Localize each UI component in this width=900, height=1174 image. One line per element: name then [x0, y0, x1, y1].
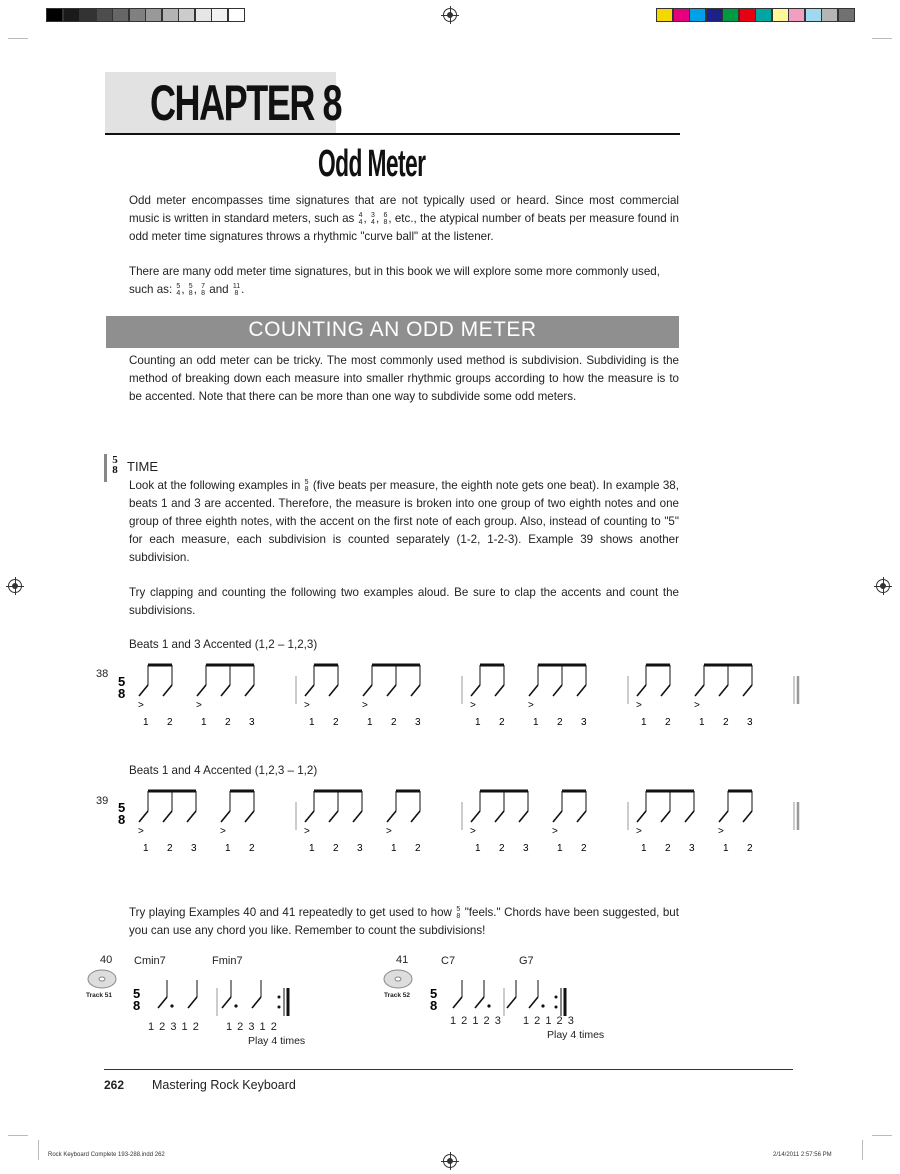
dot: [234, 1004, 237, 1007]
time-signature-top: 5: [118, 800, 126, 815]
count-label: 3: [357, 843, 363, 854]
example-39-caption: Beats 1 and 4 Accented (1,2,3 – 1,2): [129, 764, 318, 777]
crop-mark: [872, 1135, 892, 1136]
time-paragraph-1: [129, 477, 679, 567]
chapter-label: CHAPTER 8: [150, 75, 342, 131]
color-swatch: [755, 8, 772, 22]
slash-notehead: [507, 997, 516, 1008]
inline-time-signature: 5 4: [176, 282, 181, 297]
time-signature-top: 5: [118, 674, 126, 689]
time-signature-top: 5: [133, 986, 141, 1001]
time-signature-bottom: 8: [118, 686, 126, 701]
count-label: 2: [333, 843, 339, 854]
gray-swatch: [211, 8, 228, 22]
practice-paragraph: [129, 904, 679, 940]
time-paragraph-2: Try clapping and counting the following two examples aloud. Be sure to clap the accents and count the subdivisions.: [129, 586, 679, 617]
color-swatch: [805, 8, 822, 22]
count-label: 3: [415, 717, 421, 728]
crop-mark: [8, 38, 28, 39]
example-39-number: 39: [96, 795, 109, 807]
running-footer-title: Mastering Rock Keyboard: [152, 1078, 296, 1092]
example-38-number: 38: [96, 668, 109, 680]
cd-track-icon[interactable]: [84, 968, 120, 992]
slash-notehead: [163, 811, 172, 822]
intro-text-b: , etc., the atypical number of beats per measure found in odd meter time signatures throws a rhythmic "curve ball" at the listener.: [129, 212, 679, 243]
gray-swatch: [195, 8, 212, 22]
page-number: 262: [104, 1078, 125, 1092]
gray-swatch: [178, 8, 195, 22]
accent-mark: >: [718, 826, 724, 837]
crop-mark: [862, 1140, 863, 1160]
count-label: 2: [747, 843, 753, 854]
fraction-top: 5: [304, 478, 309, 486]
count-label: 1: [723, 843, 729, 854]
slash-notehead: [163, 685, 172, 696]
chapter-title: Odd Meter: [318, 143, 426, 185]
accent-mark: >: [362, 700, 368, 711]
count-label: 1: [143, 717, 149, 728]
count-label: 1: [143, 843, 149, 854]
slash-notehead: [158, 997, 167, 1008]
gray-swatch: [63, 8, 80, 22]
time-signature-bottom: 8: [118, 812, 126, 827]
gray-swatch: [129, 8, 146, 22]
file-slug: Rock Keyboard Complete 193-288.indd 262: [48, 1152, 165, 1158]
count-label: 3: [689, 843, 695, 854]
time-text-a: Look at the following examples in: [129, 479, 301, 492]
accent-mark: >: [304, 700, 310, 711]
repeat-dot: [278, 996, 281, 999]
count-label: 2: [665, 717, 671, 728]
slash-notehead: [353, 811, 362, 822]
slash-notehead: [139, 685, 148, 696]
intro-text-a: Odd meter encompasses time signatures that are not typically used or heard. Since most commercial music is written in standard meters, such as: [129, 194, 679, 225]
accent-mark: >: [470, 826, 476, 837]
accent-mark: >: [552, 826, 558, 837]
slash-notehead: [475, 997, 484, 1008]
count-label: 1: [641, 717, 647, 728]
slash-notehead: [453, 997, 462, 1008]
example-41-counts-1: 1 2 1 2 3: [450, 1015, 502, 1027]
inline-time-signature: 3 4: [371, 211, 375, 226]
date-slug: 2/14/2011 2:57:56 PM: [773, 1152, 832, 1158]
repeat-dot: [555, 996, 558, 999]
example-41-chord-1: C7: [441, 955, 456, 967]
accent-mark: >: [694, 700, 700, 711]
example-40-repeat-note: Play 4 times: [248, 1035, 306, 1047]
color-swatch: [772, 8, 789, 22]
gray-swatch: [228, 8, 245, 22]
registration-mark-icon: [876, 579, 890, 593]
slash-notehead: [529, 685, 538, 696]
color-swatch: [788, 8, 805, 22]
count-label: 1: [475, 843, 481, 854]
time-signature-bottom: 8: [112, 464, 118, 476]
subsection-marker: [104, 454, 107, 482]
count-label: 1: [309, 843, 315, 854]
count-label: 1: [699, 717, 705, 728]
inline-time-signature: 11 8: [232, 282, 241, 297]
time-signature-top: 5: [430, 986, 438, 1001]
count-label: 1: [391, 843, 397, 854]
fraction-bottom: 8: [456, 912, 461, 920]
slash-notehead: [685, 811, 694, 822]
example-41-repeat-note: Play 4 times: [547, 1029, 605, 1041]
example-41-track: Track 52: [384, 992, 411, 999]
gray-swatch: [162, 8, 179, 22]
cd-track-icon[interactable]: [380, 968, 416, 992]
slash-notehead: [387, 685, 396, 696]
time-text-b: (five beats per measure, the eighth note gets one beat). In example 38, beats 1 and 3 are accented. Therefore, the measure is broken into one group of two eighth notes and one group of three eighth notes, with the accent on the first note of each group. Also, instead of counting to "5" for each measure, each subdivision is counted separately (1-2, 1-2-3). Example 39 shows another subdivision.: [129, 479, 679, 564]
example-40-staff: [125, 970, 325, 1025]
example-40-chord-1: Cmin7: [134, 955, 166, 967]
slash-notehead: [637, 685, 646, 696]
crop-mark: [38, 1140, 39, 1160]
subsection-heading: TIME: [127, 459, 159, 474]
accent-mark: >: [138, 700, 144, 711]
count-label: 3: [523, 843, 529, 854]
time-signature-bottom: 8: [133, 998, 141, 1013]
slash-notehead: [577, 685, 586, 696]
time-signature-bottom: 8: [430, 998, 438, 1013]
slash-notehead: [305, 811, 314, 822]
example-40-counts-2: 1 2 3 1 2: [226, 1021, 278, 1033]
intro-paragraph-2: [129, 263, 679, 299]
and-text: and: [206, 283, 232, 296]
slash-notehead: [411, 685, 420, 696]
example-41-number: 41: [396, 954, 409, 966]
gray-swatch: [46, 8, 63, 22]
count-label: 2: [499, 843, 505, 854]
repeat-dot: [555, 1006, 558, 1009]
count-label: 3: [191, 843, 197, 854]
slash-notehead: [363, 685, 372, 696]
count-label: 3: [249, 717, 255, 728]
gray-swatch: [145, 8, 162, 22]
practice-text-b: "feels." Chords have been suggested, but you can use any chord you like. Remember to count the subdivisions!: [129, 906, 679, 937]
gray-swatch: [112, 8, 129, 22]
slash-notehead: [187, 811, 196, 822]
gray-swatch: [79, 8, 96, 22]
practice-text-a: Try playing Examples 40 and 41 repeatedly to get used to how: [129, 906, 452, 919]
count-label: 1: [225, 843, 231, 854]
slash-notehead: [661, 685, 670, 696]
example-38-caption: Beats 1 and 3 Accented (1,2 – 1,2,3): [129, 638, 318, 651]
slash-notehead: [553, 685, 562, 696]
slash-notehead: [637, 811, 646, 822]
fraction-bottom: 8: [304, 485, 309, 493]
count-label: 2: [665, 843, 671, 854]
slash-notehead: [471, 811, 480, 822]
color-swatch: [656, 8, 673, 22]
inline-time-signature: [456, 906, 460, 920]
count-label: 2: [723, 717, 729, 728]
footer-divider: [104, 1069, 793, 1070]
count-label: 3: [747, 717, 753, 728]
slash-notehead: [553, 811, 562, 822]
odd-meter-signatures: 5 4, 5 8, 7 8 and 11 8 .: [176, 282, 245, 297]
intro-text-c: There are many odd meter time signatures, but in this book we will explore some more commonly used, such as:: [129, 265, 660, 296]
accent-mark: >: [386, 826, 392, 837]
accent-mark: >: [138, 826, 144, 837]
slash-notehead: [139, 811, 148, 822]
color-swatch: [673, 8, 690, 22]
crop-mark: [8, 1135, 28, 1136]
registration-mark-icon: [443, 1154, 457, 1168]
count-label: 2: [249, 843, 255, 854]
count-label: 2: [581, 843, 587, 854]
color-swatch: [838, 8, 855, 22]
count-label: 1: [367, 717, 373, 728]
example-39-staff: [100, 786, 800, 861]
dot: [487, 1004, 490, 1007]
dot: [170, 1004, 173, 1007]
example-41-counts-2: 1 2 1 2 3: [523, 1015, 575, 1027]
slash-notehead: [743, 685, 752, 696]
example-40-chord-2: Fmin7: [212, 955, 243, 967]
slash-notehead: [495, 811, 504, 822]
gray-swatch: [96, 8, 113, 22]
slash-notehead: [661, 811, 670, 822]
slash-notehead: [329, 685, 338, 696]
slash-notehead: [188, 997, 197, 1008]
inline-time-signature: 4 4: [358, 211, 363, 226]
registration-mark-icon: [8, 579, 22, 593]
inline-time-signature: 5 8: [188, 282, 193, 297]
count-label: 1: [475, 717, 481, 728]
slash-notehead: [221, 685, 230, 696]
slash-notehead: [252, 997, 261, 1008]
slash-notehead: [695, 685, 704, 696]
example-40-track: Track 51: [86, 992, 113, 999]
color-swatch: [739, 8, 756, 22]
time-signature-top: 5: [112, 454, 118, 466]
slash-notehead: [411, 811, 420, 822]
time-signature-5-8: [110, 455, 120, 475]
accent-mark: >: [304, 826, 310, 837]
slash-notehead: [719, 685, 728, 696]
color-swatch: [689, 8, 706, 22]
slash-notehead: [221, 811, 230, 822]
color-swatch: [706, 8, 723, 22]
count-label: 3: [581, 717, 587, 728]
slash-notehead: [387, 811, 396, 822]
count-label: 2: [415, 843, 421, 854]
example-40-counts-1: 1 2 3 1 2: [148, 1021, 200, 1033]
count-label: 2: [225, 717, 231, 728]
repeat-dot: [278, 1006, 281, 1009]
example-41-chord-2: G7: [519, 955, 534, 967]
chapter-divider: [105, 133, 680, 135]
accent-mark: >: [636, 700, 642, 711]
slash-notehead: [577, 811, 586, 822]
count-label: 2: [167, 843, 173, 854]
count-label: 2: [557, 717, 563, 728]
slash-notehead: [222, 997, 231, 1008]
inline-time-signature: [305, 479, 309, 493]
accent-mark: >: [470, 700, 476, 711]
count-label: 2: [499, 717, 505, 728]
crop-mark: [872, 38, 892, 39]
slash-notehead: [529, 997, 538, 1008]
dot: [541, 1004, 544, 1007]
count-label: 1: [557, 843, 563, 854]
accent-mark: >: [636, 826, 642, 837]
accent-mark: >: [220, 826, 226, 837]
inline-time-signature: 7 8: [201, 282, 206, 297]
count-label: 1: [201, 717, 207, 728]
slash-notehead: [743, 811, 752, 822]
slash-notehead: [471, 685, 480, 696]
color-swatch: [722, 8, 739, 22]
slash-notehead: [305, 685, 314, 696]
accent-mark: >: [196, 700, 202, 711]
slash-notehead: [245, 685, 254, 696]
section-title: COUNTING AN ODD METER: [248, 318, 537, 341]
slash-notehead: [519, 811, 528, 822]
slash-notehead: [245, 811, 254, 822]
intro-paragraph-1: [129, 192, 679, 246]
count-label: 1: [533, 717, 539, 728]
section-body: Counting an odd meter can be tricky. The most commonly used method is subdivision. Subdividing is the method of breaking down each measure into smaller rhythmic groups according to how the measure is to be accented. Note that there can be more than one way to subdivide some odd meters.: [129, 354, 679, 403]
slash-notehead: [329, 811, 338, 822]
fraction-top: 5: [456, 905, 461, 913]
slash-notehead: [495, 685, 504, 696]
accent-mark: >: [528, 700, 534, 711]
example-40-number: 40: [100, 954, 113, 966]
color-swatch: [821, 8, 838, 22]
count-label: 1: [309, 717, 315, 728]
slash-notehead: [719, 811, 728, 822]
example-38-staff: [100, 660, 800, 735]
slash-notehead: [197, 685, 206, 696]
count-label: 2: [333, 717, 339, 728]
count-label: 1: [641, 843, 647, 854]
standard-meter-signatures: 4 4, 3 4, 6 8: [358, 211, 388, 226]
count-label: 2: [167, 717, 173, 728]
registration-mark-icon: [443, 8, 457, 22]
count-label: 2: [391, 717, 397, 728]
inline-time-signature: 6 8: [383, 211, 388, 226]
